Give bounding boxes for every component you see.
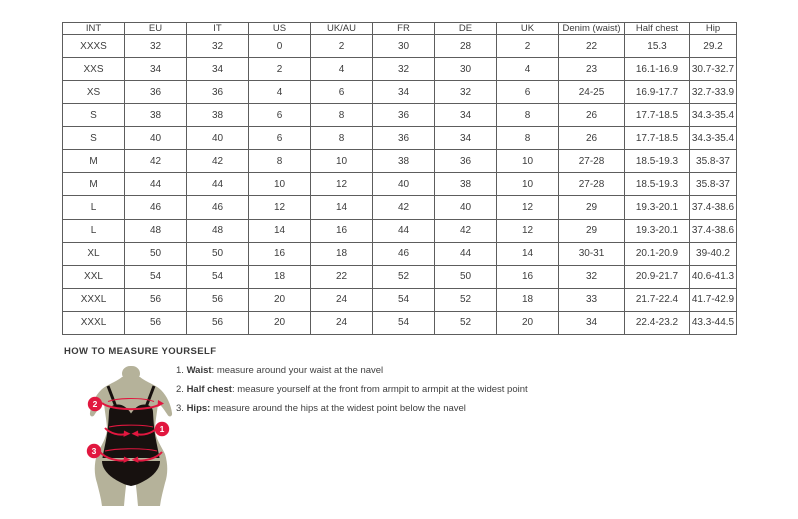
size-cell: 19.3-20.1 [625, 219, 690, 242]
size-cell: 26 [559, 127, 625, 150]
column-header: UK/AU [311, 23, 373, 35]
size-cell: 52 [435, 288, 497, 311]
size-cell: 43.3-44.5 [690, 311, 737, 334]
size-cell: 20 [249, 311, 311, 334]
size-cell: 14 [497, 242, 559, 265]
size-cell: 4 [249, 81, 311, 104]
step-text: : measure around your waist at the navel [211, 365, 384, 376]
size-cell: 44 [187, 173, 249, 196]
size-cell: 38 [435, 173, 497, 196]
size-cell: 44 [435, 242, 497, 265]
size-cell: 40.6-41.3 [690, 265, 737, 288]
size-row [63, 311, 737, 334]
size-cell: 21.7-22.4 [625, 288, 690, 311]
size-cell: 29.2 [690, 35, 737, 58]
svg-text:2: 2 [92, 399, 98, 409]
size-cell: 54 [373, 311, 435, 334]
column-header: UK [497, 23, 559, 35]
size-row [63, 81, 737, 104]
size-cell: XL [63, 242, 125, 265]
size-cell: 23 [559, 58, 625, 81]
size-cell: 44 [125, 173, 187, 196]
size-cell: 36 [373, 104, 435, 127]
size-cell: 29 [559, 196, 625, 219]
size-cell: 40 [125, 127, 187, 150]
size-cell: 20 [497, 311, 559, 334]
column-header: Denim (waist) [559, 23, 625, 35]
step-number: 2. [176, 384, 187, 395]
size-cell: 56 [187, 288, 249, 311]
mannequin-figure [75, 366, 187, 508]
size-cell: 56 [125, 288, 187, 311]
size-cell: 16 [249, 242, 311, 265]
size-cell: 20.9-21.7 [625, 265, 690, 288]
size-cell: 22.4-23.2 [625, 311, 690, 334]
size-chart-body [63, 35, 737, 335]
size-cell: 34.3-35.4 [690, 104, 737, 127]
size-cell: 28 [435, 35, 497, 58]
badge-hips [87, 444, 101, 458]
size-cell: 30 [373, 35, 435, 58]
size-cell: 34.3-35.4 [690, 127, 737, 150]
size-cell: 46 [187, 196, 249, 219]
size-cell: 12 [497, 196, 559, 219]
size-cell: 0 [249, 35, 311, 58]
size-cell: 34 [559, 311, 625, 334]
size-cell: 8 [249, 150, 311, 173]
size-cell: 26 [559, 104, 625, 127]
size-row [63, 196, 737, 219]
step-number: 3. [176, 403, 187, 414]
size-cell: 32 [187, 35, 249, 58]
size-cell: 50 [125, 242, 187, 265]
size-cell: L [63, 196, 125, 219]
size-cell: 8 [497, 104, 559, 127]
size-cell: 35.8-37 [690, 173, 737, 196]
column-header: INT [63, 23, 125, 35]
svg-text:3: 3 [91, 446, 97, 456]
size-cell: 36 [373, 127, 435, 150]
size-cell: 36 [187, 81, 249, 104]
size-cell: 24 [311, 288, 373, 311]
size-cell: 16 [311, 219, 373, 242]
size-cell: 54 [373, 288, 435, 311]
step-text: measure around the hips at the widest point below the navel [210, 403, 466, 414]
size-cell: 37.4-38.6 [690, 219, 737, 242]
size-cell: 18 [497, 288, 559, 311]
size-cell: 2 [249, 58, 311, 81]
size-cell: 14 [249, 219, 311, 242]
size-cell: 20 [249, 288, 311, 311]
size-cell: 4 [497, 58, 559, 81]
size-cell: 18 [249, 265, 311, 288]
size-cell: 17.7-18.5 [625, 104, 690, 127]
size-cell: 10 [249, 173, 311, 196]
size-cell: 36 [435, 150, 497, 173]
size-cell: 38 [125, 104, 187, 127]
size-cell: 56 [187, 311, 249, 334]
column-header: US [249, 23, 311, 35]
column-header: Half chest [625, 23, 690, 35]
size-cell: XXS [63, 58, 125, 81]
size-row [63, 150, 737, 173]
measure-section-heading: HOW TO MEASURE YOURSELF [64, 346, 217, 357]
badge-chest [88, 397, 102, 411]
size-cell: 42 [435, 219, 497, 242]
size-cell: 2 [497, 35, 559, 58]
size-cell: 6 [249, 127, 311, 150]
step-label: Hips: [186, 403, 211, 414]
size-row [63, 173, 737, 196]
size-cell: 6 [311, 81, 373, 104]
size-chart [62, 22, 737, 335]
size-cell: 10 [497, 173, 559, 196]
column-header: IT [187, 23, 249, 35]
size-cell: 8 [311, 104, 373, 127]
size-cell: 30 [435, 58, 497, 81]
size-cell: 36 [125, 81, 187, 104]
column-header: Hip [690, 23, 737, 35]
size-cell: 8 [311, 127, 373, 150]
size-cell: 19.3-20.1 [625, 196, 690, 219]
size-cell: 50 [435, 265, 497, 288]
size-cell: M [63, 173, 125, 196]
size-cell: 30.7-32.7 [690, 58, 737, 81]
measurement-figure-illustration [75, 366, 187, 508]
column-header: DE [435, 23, 497, 35]
measure-step [176, 366, 528, 376]
size-row [63, 219, 737, 242]
size-cell: 10 [311, 150, 373, 173]
size-cell: 32 [125, 35, 187, 58]
size-cell: 48 [187, 219, 249, 242]
size-cell: 20.1-20.9 [625, 242, 690, 265]
size-cell: 16 [497, 265, 559, 288]
size-cell: 34 [125, 58, 187, 81]
size-cell: 24-25 [559, 81, 625, 104]
size-cell: 6 [249, 104, 311, 127]
size-cell: 56 [125, 311, 187, 334]
size-cell: 18 [311, 242, 373, 265]
size-row [63, 288, 737, 311]
size-cell: 34 [187, 58, 249, 81]
size-row [63, 265, 737, 288]
size-cell: 16.1-16.9 [625, 58, 690, 81]
size-cell: 29 [559, 219, 625, 242]
size-cell: 44 [373, 219, 435, 242]
size-cell: 32 [559, 265, 625, 288]
column-header: EU [125, 23, 187, 35]
size-cell: 27-28 [559, 150, 625, 173]
size-cell: 46 [373, 242, 435, 265]
size-cell: 40 [435, 196, 497, 219]
size-cell: 42 [373, 196, 435, 219]
size-cell: S [63, 104, 125, 127]
size-cell: L [63, 219, 125, 242]
step-text: : measure yourself at the front from armpit to armpit at the widest point [231, 384, 528, 395]
header-row [63, 23, 737, 35]
badge-waist [155, 422, 169, 436]
size-cell: 54 [187, 265, 249, 288]
size-cell: 32 [373, 58, 435, 81]
size-cell: 37.4-38.6 [690, 196, 737, 219]
size-cell: 15.3 [625, 35, 690, 58]
size-cell: XXL [63, 265, 125, 288]
size-row [63, 58, 737, 81]
step-label: Half chest [186, 384, 232, 395]
size-cell: XS [63, 81, 125, 104]
size-cell: 39-40.2 [690, 242, 737, 265]
size-cell: 38 [373, 150, 435, 173]
size-cell: 22 [559, 35, 625, 58]
size-cell: XXXL [63, 311, 125, 334]
measure-steps-list [176, 366, 528, 423]
size-cell: 38 [187, 104, 249, 127]
size-cell: 41.7-42.9 [690, 288, 737, 311]
step-number: 1. [176, 365, 187, 376]
size-cell: 33 [559, 288, 625, 311]
size-cell: S [63, 127, 125, 150]
size-cell: 18.5-19.3 [625, 150, 690, 173]
size-cell: 32.7-33.9 [690, 81, 737, 104]
size-cell: 35.8-37 [690, 150, 737, 173]
measure-step [176, 404, 528, 414]
size-row [63, 104, 737, 127]
size-cell: 18.5-19.3 [625, 173, 690, 196]
size-cell: 24 [311, 311, 373, 334]
size-cell: XXXL [63, 288, 125, 311]
size-cell: XXXS [63, 35, 125, 58]
size-row [63, 35, 737, 58]
size-cell: 42 [187, 150, 249, 173]
size-cell: 46 [125, 196, 187, 219]
size-cell: 17.7-18.5 [625, 127, 690, 150]
size-cell: 34 [435, 127, 497, 150]
svg-text:1: 1 [159, 424, 165, 434]
size-row [63, 127, 737, 150]
size-cell: 40 [373, 173, 435, 196]
size-cell: 54 [125, 265, 187, 288]
size-cell: 2 [311, 35, 373, 58]
step-label: Waist [186, 365, 212, 376]
size-cell: 48 [125, 219, 187, 242]
size-cell: 42 [125, 150, 187, 173]
size-cell: 6 [497, 81, 559, 104]
size-cell: 12 [497, 219, 559, 242]
size-cell: 52 [435, 311, 497, 334]
size-cell: 34 [435, 104, 497, 127]
measure-step [176, 385, 528, 395]
size-cell: M [63, 150, 125, 173]
size-row [63, 242, 737, 265]
size-cell: 52 [373, 265, 435, 288]
size-cell: 8 [497, 127, 559, 150]
size-cell: 30-31 [559, 242, 625, 265]
size-cell: 32 [435, 81, 497, 104]
size-cell: 22 [311, 265, 373, 288]
size-cell: 40 [187, 127, 249, 150]
size-cell: 50 [187, 242, 249, 265]
column-header: FR [373, 23, 435, 35]
size-cell: 27-28 [559, 173, 625, 196]
size-cell: 4 [311, 58, 373, 81]
size-cell: 10 [497, 150, 559, 173]
size-cell: 12 [249, 196, 311, 219]
size-chart-header [63, 23, 737, 35]
size-cell: 12 [311, 173, 373, 196]
size-chart-table [62, 22, 737, 335]
size-cell: 34 [373, 81, 435, 104]
size-cell: 16.9-17.7 [625, 81, 690, 104]
size-cell: 14 [311, 196, 373, 219]
